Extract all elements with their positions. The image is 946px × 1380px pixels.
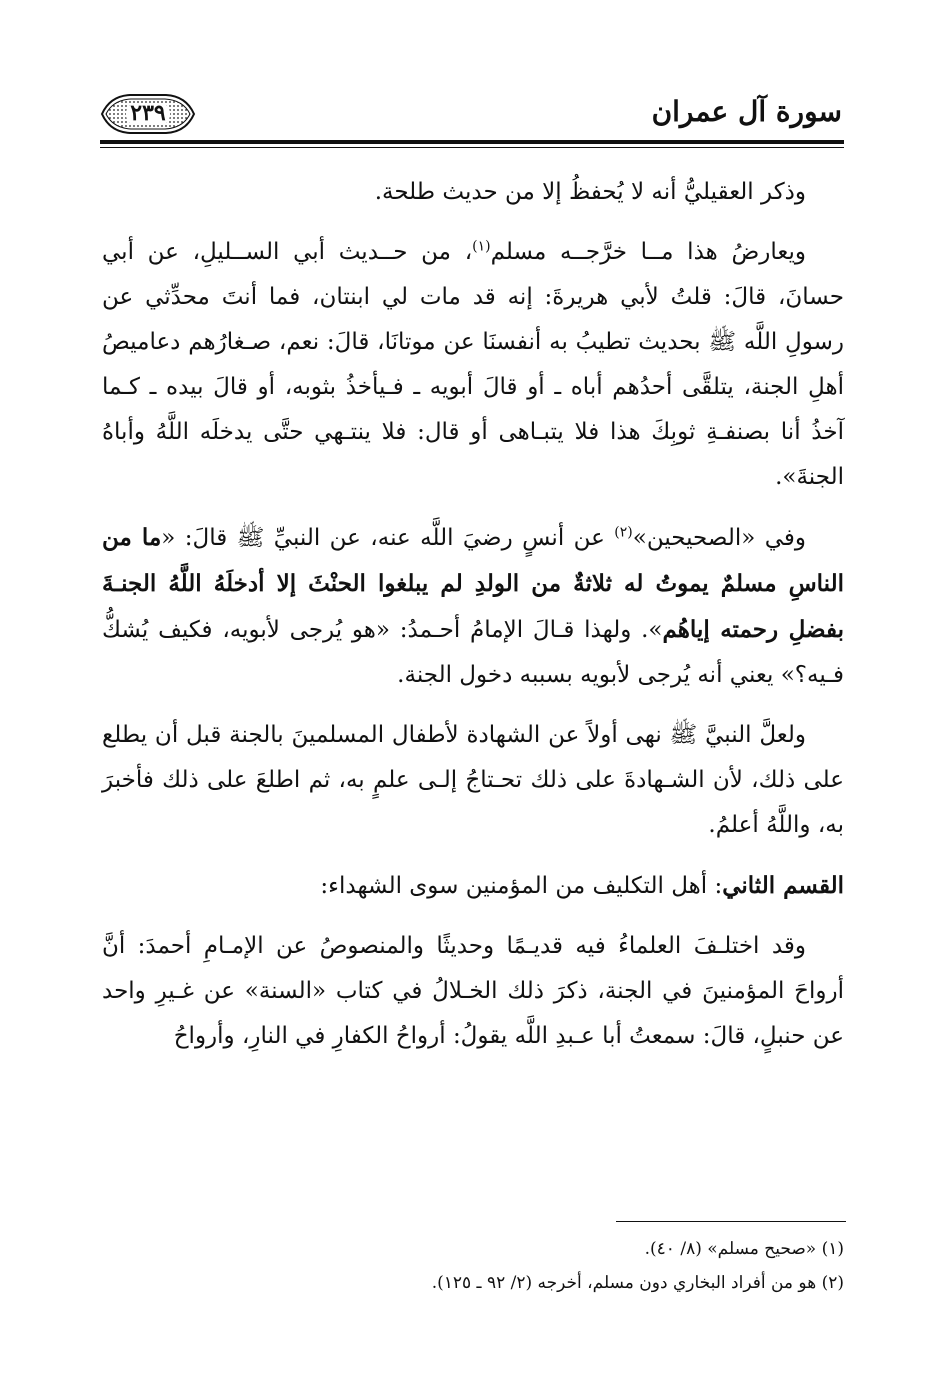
page-header xyxy=(100,92,842,140)
surah-title: سورة آل عمران xyxy=(651,95,842,128)
paragraph-5: وقد اختلـفَ العلماءُ فيه قديـمًا وحديثًا والمنصوصُ عن الإمـامِ أحمدَ: أنَّ أرواحَ المؤمنينَ في الجنة، ذكرَ ذلك الخـلالُ في كتاب «السنة» عن غـيرِ واحد عن حنبلٍ، قالَ: سمعتُ أبا عـبدِ اللَّه يقولُ: أرواحُ الكفارِ في النارِ، وأرواحُ xyxy=(102,933,844,1049)
paragraph-3 xyxy=(102,515,844,698)
paragraph-2 xyxy=(102,230,844,500)
paragraph-3-text-a: وفي «الصحيحين» xyxy=(632,525,806,551)
footnote-2: (٢) هو من أفراد البخاري دون مسلم، أخرجه (٢/ ٩٢ ـ ١٢٥). xyxy=(431,1273,844,1293)
main-text xyxy=(102,170,844,1074)
section-heading-line xyxy=(102,863,844,909)
paragraph-2-text-a: ويعارضُ هذا مــا خرَّجــه مسلم xyxy=(490,239,806,265)
hadith-quote: ما من الناسِ مسلمٌ يموتُ له ثلاثةٌ من الولدِ لم يبلغوا الحنْثَ إلا أدخلَهُ اللَّهُ الجنـةَ بفضلِ رحمته إياهُم xyxy=(102,524,844,643)
paragraph-3-text-c: ». ولهذا قـالَ الإمامُ أحـمدُ: «هو يُرجى لأبويه، فكيف يُشكُّ فـيه؟» يعني أنه يُرجى لأبويه بسببه دخول الجنة. xyxy=(102,617,844,688)
page-number: ٢٣٩ xyxy=(130,100,166,126)
header-rule-thin xyxy=(100,147,844,148)
paragraph-1: وذكر العقيليُّ أنه لا يُحفظُ إلا من حديث طلحة. xyxy=(374,179,806,205)
footnote-1: (١) «صحيح مسلم» (٨/ ٤٠). xyxy=(644,1239,844,1259)
paragraph-3-text-b: عن أنسٍ رضيَ اللَّه عنه، عن النبيِّ ﷺ قالَ: « xyxy=(161,525,615,551)
paragraph-4: ولعلَّ النبيَّ ﷺ نهى أولاً عن الشهادة لأطفال المسلمينَ بالجنة قبل أن يطلع على ذلك، لأن الشـهادةَ على ذلك تحـتاجُ إلـى علمٍ به، ثم اطلعَ على ذلك فأخبرَ به، واللَّهُ أعلمُ. xyxy=(102,722,844,838)
footnote-ref-2: (٢) xyxy=(614,524,633,541)
header-rule-thick xyxy=(100,140,844,144)
footnotes xyxy=(102,1232,844,1300)
section-heading: القسم الثاني xyxy=(722,872,844,899)
paragraph-2-text-b: ، من حــديث أبي الســليلِ، عن أبي حسانَ، قالَ: قلتُ لأبي هريرةَ: إنه قد مات لي ابنتان، فما أنتَ محدِّثي عن رسولِ اللَّه ﷺ بحديث تطيبُ به أنفسنَا عن موتانَا، قالَ: نعم، صـغارُهم دعاميصُ أهلِ الجنة، يتلقَّى أحدُهم أباه ـ أو قالَ أبويه ـ فـيأخذُ بثوبه، أو قالَ بيده ـ كـما آخذُ أنا بصنفـةِ ثوبِكَ هذا فلا يتبـاهى أو قال: فلا ينتـهي حتَّى يدخلَه اللَّهُ وأباهُ الجنةَ». xyxy=(102,239,844,490)
page-number-badge xyxy=(100,92,196,136)
footnote-separator xyxy=(616,1221,846,1222)
footnote-ref-1: (١) xyxy=(472,238,491,255)
section-heading-rest: : أهل التكليف من المؤمنين سوى الشهداء: xyxy=(320,873,723,899)
